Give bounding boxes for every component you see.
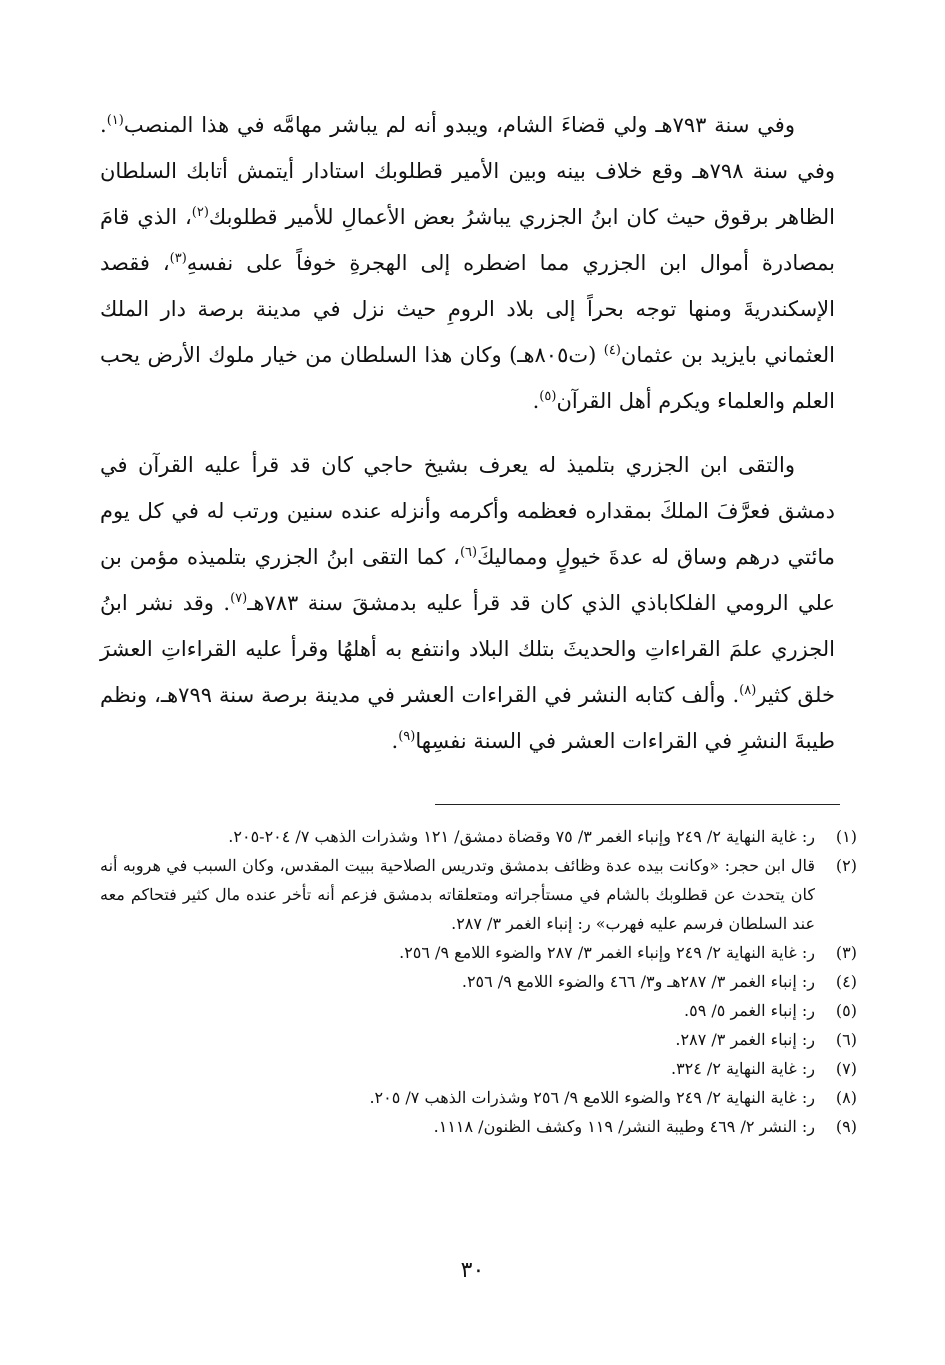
footnote-marker: (٣) <box>169 251 187 266</box>
footnote-number: (٧) <box>835 1059 857 1078</box>
text-segment: (ت٨٠٥هـ) وكان هذا السلطان من خيار ملوك الأرض يحب العلم والعلماء ويكرم أهل القرآن <box>100 343 835 413</box>
footnote-text: ر: إنباء الغمر ٣/ ٢٨٧. <box>675 1030 815 1049</box>
footnote-marker: (١) <box>106 113 124 128</box>
footnote-text: ر: النشر ٢/ ٤٦٩ وطيبة النشر/ ١١٩ وكشف الظنون/ ١١١٨. <box>433 1117 815 1136</box>
footnote-number: (٨) <box>835 1088 857 1107</box>
footnote-marker: (٩) <box>398 729 416 744</box>
paragraph <box>100 442 835 764</box>
footnote-item <box>100 822 857 851</box>
text-segment: وفي سنة ٧٩٣هـ ولي قضاءَ الشام، ويبدو أنه لم يباشر مهامَّه في هذا المنصب <box>123 113 795 137</box>
footnote-item <box>100 938 857 967</box>
footnote-number: (١) <box>835 827 857 846</box>
footnote-text: ر: غاية النهاية ٢/ ٢٤٩ وإنباء الغمر ٣/ ٢٨٧ والضوء اللامع ٩/ ٢٥٦. <box>399 943 815 962</box>
footnote-item <box>100 1112 857 1141</box>
footnote-marker: (٦) <box>459 545 478 560</box>
footnote-text: ر: إنباء الغمر ٣/ ٢٨٧هـ و٣/ ٤٦٦ والضوء اللامع ٩/ ٢٥٦. <box>461 972 815 991</box>
footnote-marker: (٤) <box>603 343 621 358</box>
text-segment: والتقى ابن الجزري بتلميذ له يعرف بشيخ حاجي كان قد قرأ عليه القرآن في دمشق فعرَّفَ الملكَ بمقداره فعظمه وأكرمه وأنزله عنده سنين ورتب له في كل يوم مائتي درهم وساق له عدةَ خيولٍ ومماليكَ <box>100 453 836 569</box>
page-number: ٣٠ <box>460 1258 485 1283</box>
text-segment: ، كما التقى ابنُ الجزري بتلميذه مؤمن بن علي الرومي الفلكاباذي الذي كان قد قرأ عليه بدمشقَ سنة ٧٨٣هـ <box>100 545 836 615</box>
footnote-separator <box>435 804 840 805</box>
footnote-text: ر: غاية النهاية ٢/ ٣٢٤. <box>670 1059 815 1078</box>
footnote-marker: (٧) <box>230 591 248 606</box>
footnote-number: (٤) <box>835 972 857 991</box>
footnote-text: ر: إنباء الغمر ٥/ ٥٩. <box>684 1001 815 1020</box>
footnote-marker: (٨) <box>739 683 757 698</box>
text-segment: . وألف كتابه النشر في القراءات العشر في مدينة برصة سنة ٧٩٩هـ، ونظم طيبةَ النشرِ في القراءات العشر في السنة نفسِها <box>100 683 835 753</box>
footnote-item <box>100 1025 857 1054</box>
text-segment: . وفي سنة ٧٩٨هـ وقع خلاف بينه وبين الأمير قطلوبك استادار أيتمش أتابك السلطان الظاهر برقوق حيث كان ابنُ الجزري يباشرُ بعض الأعمالِ للأمير قطلوبك <box>100 113 835 229</box>
footnote-text: ر: غاية النهاية ٢/ ٢٤٩ والضوء اللامع ٩/ ٢٥٦ وشذرات الذهب ٧/ ٢٠٥. <box>369 1088 815 1107</box>
footnote-text: قال ابن حجر: «وكانت بيده عدة وظائف بدمشق وتدريس الصلاحية ببيت المقدس، وكان السبب في هروبه أنه كان يتحدث عن قطلوبك بالشام في مستأجراته ومتعلقاته بدمشق فزعم أنه تأخر عنده مال كثير فتحاكم معه عند السلطان فرسم عليه فهرب» ر: إنباء الغمر ٣/ ٢٨٧. <box>100 856 815 933</box>
footnote-number: (٥) <box>835 1001 857 1020</box>
footnote-item <box>100 851 857 938</box>
text-segment: ، فقصد الإسكندريةَ ومنها توجه بحراً إلى بلاد الرومِ حيث نزل في مدينة برصة دار الملك العثماني بايزيد بن عثمان <box>100 251 835 367</box>
text-segment: ، الذي قامَ بمصادرة أموال ابن الجزري مما اضطره إلى الهجرةِ خوفاً على نفسهِ <box>100 205 835 275</box>
text-segment: . <box>532 389 540 413</box>
footnote-marker: (٥) <box>539 389 557 404</box>
footnote-number: (٢) <box>835 856 857 875</box>
footnotes <box>100 822 857 1141</box>
main-text <box>100 102 835 764</box>
footnote-item <box>100 1083 857 1112</box>
text-segment: . وقد نشر ابنُ الجزري علمَ القراءاتِ والحديثَ بتلك البلاد وانتفع به أهلهُا وقرأ عليه القراءاتِ العشرَ خلق كثير <box>100 591 835 707</box>
footnote-number: (٩) <box>835 1117 857 1136</box>
footnote-item <box>100 967 857 996</box>
text-segment: . <box>391 729 399 753</box>
paragraph <box>100 102 835 424</box>
footnote-number: (٦) <box>835 1030 857 1049</box>
footnote-marker: (٢) <box>191 205 209 220</box>
footnote-number: (٣) <box>835 943 857 962</box>
footnote-item <box>100 1054 857 1083</box>
footnote-text: ر: غاية النهاية ٢/ ٢٤٩ وإنباء الغمر ٣/ ٧٥ وقضاة دمشق/ ١٢١ وشذرات الذهب ٧/ ٢٠٤-٢٠٥. <box>228 827 815 846</box>
footnote-item <box>100 996 857 1025</box>
